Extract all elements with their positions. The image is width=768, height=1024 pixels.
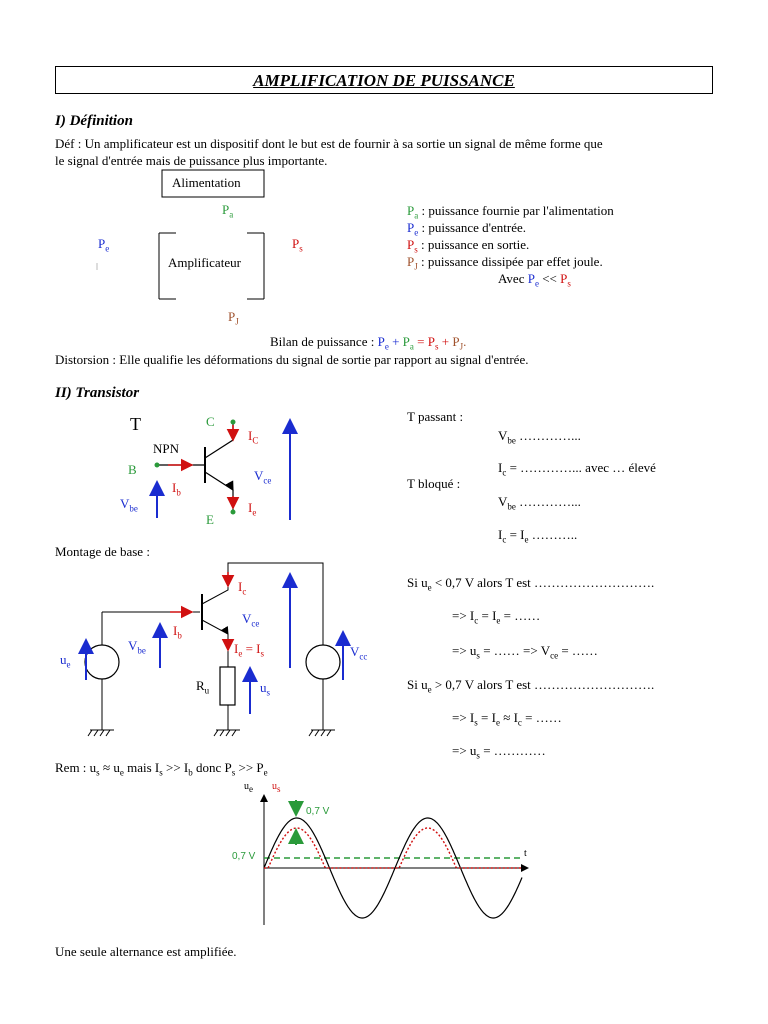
si-ue-inf: Si $u_e < 0,7$ V alors T est ………………………. [407, 575, 655, 593]
legend-ps: $P_s$ : puissance en sortie. [407, 237, 530, 255]
vbe-label: $V_{be}$ [120, 496, 138, 514]
ps-label: $P_s$ [292, 236, 303, 254]
bloque-vbe: $V_{be}$ …………... [498, 494, 581, 512]
graph-07v-left: 0,7 V [232, 851, 256, 862]
distorsion-text: Distorsion : Elle qualifie les déformations du signal de sortie par rapport au signal d'entrée. [55, 352, 529, 367]
circuit-ic-label: $I_c$ [238, 579, 247, 597]
si-ue-sup: Si $u_e > 0,7$ V alors T est ………………………. [407, 677, 655, 695]
alimentation-label: Alimentation [172, 175, 241, 190]
section-2-heading: II) Transistor [55, 385, 140, 401]
base-label: B [128, 462, 137, 477]
line-us: => $u_s$ = ………… [452, 743, 546, 761]
vce-label: $V_{ce}$ [254, 468, 272, 486]
legend-pe: $P_e$ : puissance d'entrée. [407, 220, 526, 238]
conclusion-text: Une seule alternance est amplifiée. [55, 944, 237, 959]
amplificateur-label: Amplificateur [168, 255, 241, 270]
t-bloque: T bloqué : [407, 476, 461, 491]
legend-pj: $P_J$ : puissance dissipée par effet joule. [407, 254, 603, 272]
passant-vbe: $V_{be}$ …………... [498, 428, 581, 446]
circuit-vce-label: $V_{ce}$ [242, 611, 260, 629]
graph-07v-top: 0,7 V [306, 806, 330, 817]
t-passant: T passant : [407, 409, 464, 424]
remark: Rem : $u_s \approx u_e$ mais $I_s >> I_b$ donc $P_s >> P_e$ [55, 760, 268, 778]
circuit-ib-label: $I_b$ [173, 623, 182, 641]
ib-label: $I_b$ [172, 480, 181, 498]
circuit-vbe-label: $V_{be}$ [128, 638, 146, 656]
bilan-puissance: Bilan de puissance : $P_e + P_a = P_s + P_J$. [270, 334, 467, 352]
npn-label: NPN [153, 441, 180, 456]
line-us-vce: => $u_s$ = …… => $V_{ce}$ = …… [452, 643, 598, 661]
bloque-ic: $I_c = I_e$ ……….. [498, 527, 578, 545]
circuit-ue-label: $u_e$ [60, 652, 71, 670]
graph-us-label: $u_s$ [272, 781, 281, 794]
avec-condition: Avec $P_e << P_s$ [498, 271, 571, 289]
ie-label: $I_e$ [248, 500, 257, 518]
circuit-vcc-label: $V_{cc}$ [350, 644, 368, 662]
circuit-ru-label: $R_u$ [196, 678, 210, 696]
ic-label: $I_C$ [248, 428, 259, 446]
section-1-heading: I) Définition [55, 113, 133, 129]
pe-label: $P_e$ [98, 236, 110, 254]
montage-label: Montage de base : [55, 544, 150, 559]
transistor-T: T [130, 414, 141, 434]
page-title: AMPLIFICATION DE PUISSANCE [253, 71, 515, 90]
line-ic-ie: => $I_c = I_e$ = …… [452, 608, 541, 626]
graph-t-label: t [524, 848, 527, 859]
line-is-ie-ic: => $I_s = I_e \approx I_c$ = …… [452, 710, 562, 728]
emitter-label: E [206, 512, 214, 527]
graph-ue-label: $u_e$ [244, 781, 253, 794]
definition-line-2: le signal d'entrée mais de puissance plus importante. [55, 153, 328, 168]
circuit-us-label: $u_s$ [260, 680, 271, 698]
legend-pa: $P_a$ : puissance fournie par l'alimentation [407, 203, 614, 221]
pa-label: $P_a$ [222, 202, 234, 220]
circuit-ie-is-label: $I_e = I_s$ [234, 641, 265, 659]
passant-ic: $I_c$ = …………... avec … élevé [498, 460, 656, 478]
collector-label: C [206, 414, 215, 429]
definition-line-1: Déf : Un amplificateur est un dispositif dont le but est de fournir à sa sortie un signal de même forme que [55, 136, 603, 151]
pj-label: $P_J$ [228, 309, 239, 327]
